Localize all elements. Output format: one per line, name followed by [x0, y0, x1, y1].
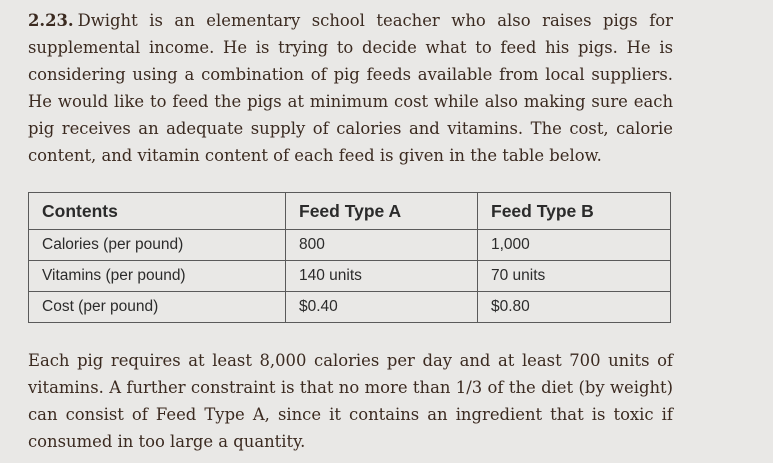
row-label-calories: Calories (per pound) [29, 230, 286, 261]
header-contents: Contents [29, 193, 286, 230]
feed-contents-table [28, 192, 671, 323]
problem-intro-text: Dwight is an elementary school teacher who also raises pigs for supplemental income. He is trying to decide what to feed his pigs. He is considering using a combination of pig feeds available from local suppliers. He would like to feed the pigs at minimum cost while also making sure each pig receives an adequate supply of calories and vitamins. The cost, calorie content, and vitamin content of each feed is given in the table below. [28, 11, 673, 165]
vitamins-feed-a: 140 units [286, 261, 478, 292]
problem-intro-paragraph [28, 7, 673, 169]
cost-feed-b: $0.80 [478, 292, 671, 323]
problem-number: 2.23. [28, 11, 74, 30]
calories-feed-a: 800 [286, 230, 478, 261]
table-row [29, 261, 671, 292]
row-label-cost: Cost (per pound) [29, 292, 286, 323]
cost-feed-a: $0.40 [286, 292, 478, 323]
table-row [29, 292, 671, 323]
calories-feed-b: 1,000 [478, 230, 671, 261]
header-feed-type-a: Feed Type A [286, 193, 478, 230]
table-row [29, 230, 671, 261]
header-feed-type-b: Feed Type B [478, 193, 671, 230]
problem-constraints-paragraph: Each pig requires at least 8,000 calories per day and at least 700 units of vitamins. A further constraint is that no more than 1/3 of the diet (by weight) can consist of Feed Type A, since it contains an ingredient that is toxic if consumed in too large a quantity. [28, 351, 673, 451]
table-header-row [29, 193, 671, 230]
vitamins-feed-b: 70 units [478, 261, 671, 292]
row-label-vitamins: Vitamins (per pound) [29, 261, 286, 292]
